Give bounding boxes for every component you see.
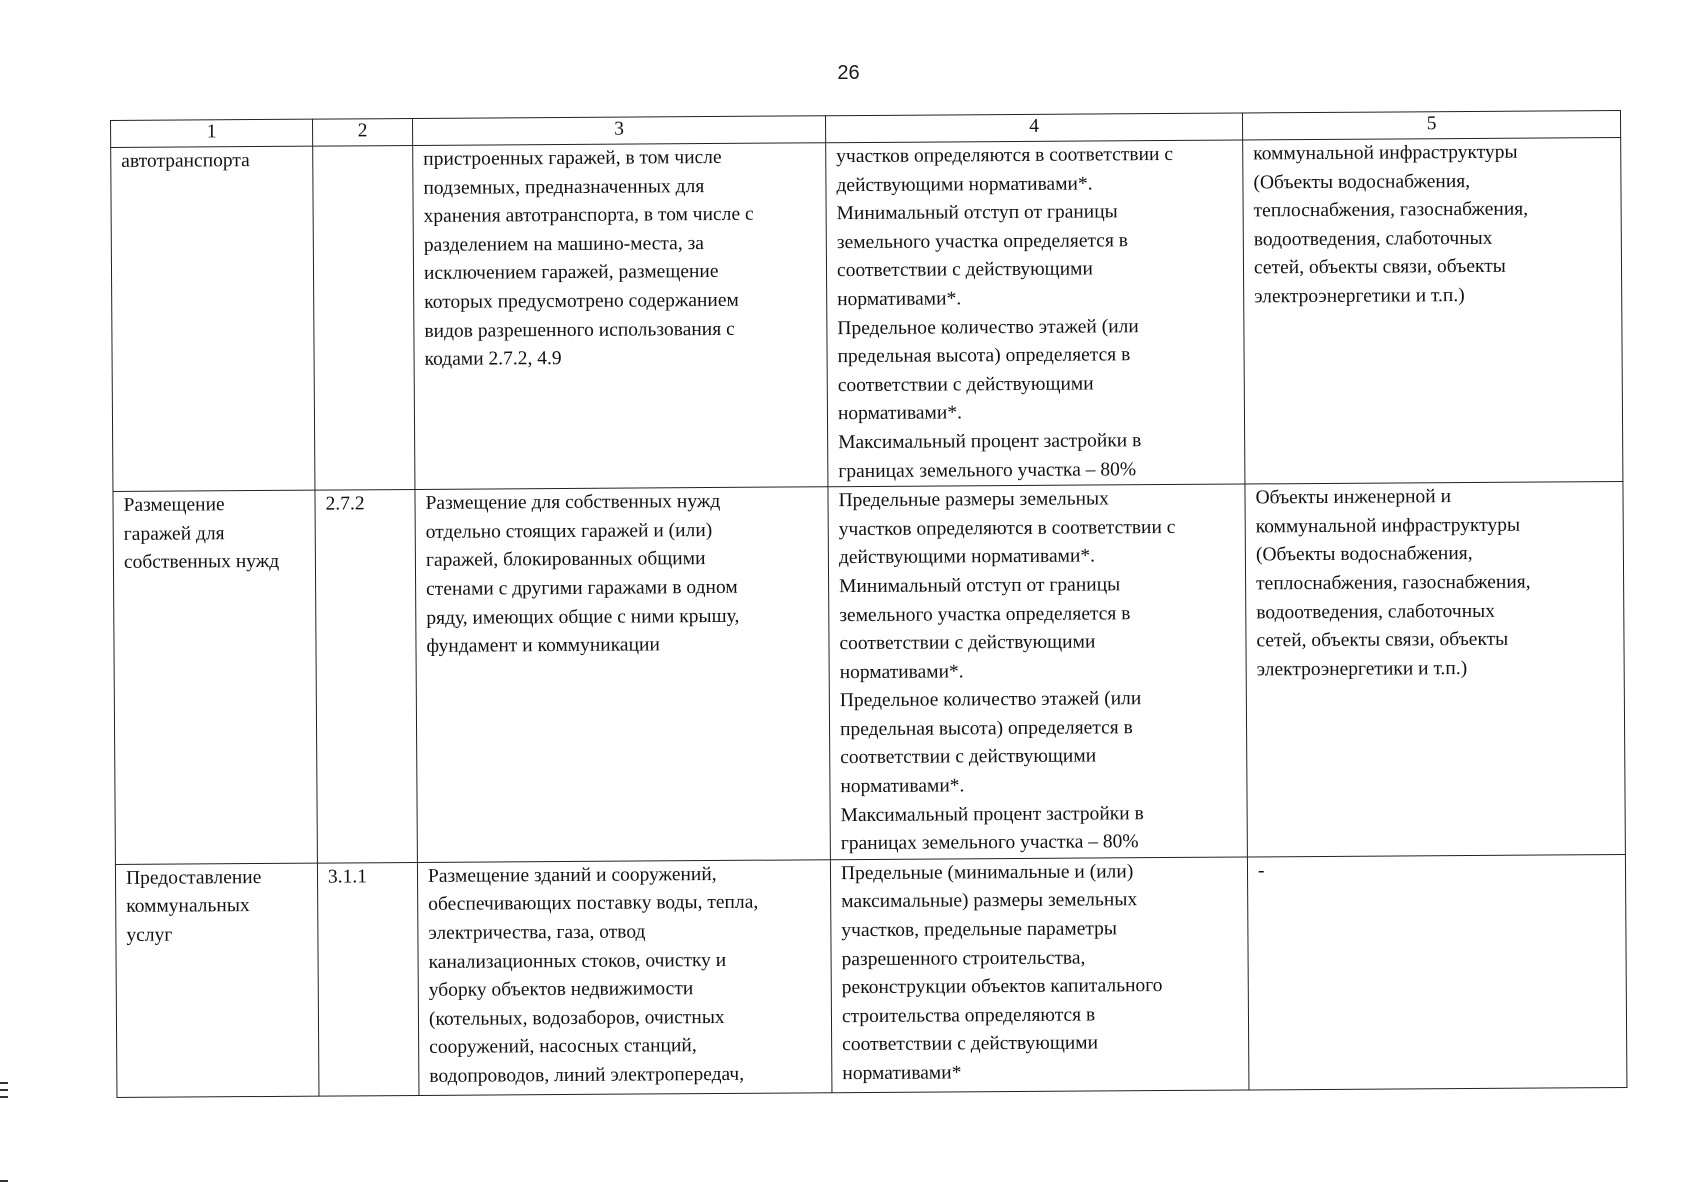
land-use-code <box>323 146 404 147</box>
parameters-cell <box>830 857 1249 1093</box>
land-use-code-cell <box>313 145 415 490</box>
column-header-2: 2 <box>312 118 412 146</box>
land-use-code: 3.1.1 <box>327 866 368 888</box>
scan-edge-mark <box>0 1089 8 1091</box>
column-header-5: 5 <box>1242 110 1620 140</box>
parameters-cell <box>826 140 1245 487</box>
land-use-name: Предоставление коммунальных услуг <box>125 866 262 946</box>
auxiliary-text: - <box>1257 860 1265 882</box>
page-number: 26 <box>837 62 860 84</box>
auxiliary-cell <box>1245 482 1625 857</box>
land-use-code-cell <box>315 490 417 863</box>
scan-edge-mark <box>0 1096 8 1098</box>
column-header-4: 4 <box>825 113 1242 143</box>
parameters-cell <box>828 484 1247 859</box>
parameters-text: Предельные (минимальные и (или) максимальные) размеры земельных участков, предельные параметры разрешенного строительства, реконструкции объектов капитального строительства определяются в соответствии с действующими нормативами* <box>840 861 1163 1085</box>
column-header-1: 1 <box>111 119 313 147</box>
auxiliary-cell <box>1243 137 1623 484</box>
land-use-name-cell <box>113 490 317 864</box>
land-use-name: автотранспорта <box>121 150 250 172</box>
auxiliary-text: Объекты инженерной и коммунальной инфраструктуры (Объекты водоснабжения, теплоснабжения, газоснабжения, водоотведения, слаботочных сетей, объекты связи, объекты электроэнергетики и т.п.) <box>1255 486 1531 681</box>
land-use-name-cell <box>111 146 315 491</box>
auxiliary-cell <box>1247 854 1627 1090</box>
land-use-description-cell <box>413 143 828 490</box>
land-use-description: пристроенных гаражей, в том числе подземных, предназначенных для хранения автотранспорта, в том числе с разделением на машино-места, за исключением гаражей, размещение которых предусмотрено содержанием видов разрешенного использования с кодами 2.7.2, 4.9 <box>423 146 754 371</box>
table-row <box>111 137 1623 491</box>
land-use-description-cell <box>415 487 830 862</box>
table-row <box>113 482 1625 865</box>
land-use-table <box>110 110 1627 1098</box>
table-row <box>115 854 1627 1097</box>
land-use-code: 2.7.2 <box>325 493 365 515</box>
land-use-name-cell <box>115 863 319 1097</box>
land-use-description: Размещение для собственных нужд отдельно стоящих гаражей и (или) гаражей, блокированных общими стенами с другими гаражами в одном ряду, имеющих общие с ними крышу, фундамент и коммуникации <box>425 491 740 658</box>
land-use-description: Размещение зданий и сооружений, обеспечивающих поставку воды, тепла, электричества, газа, отвод канализационных стоков, очистку и уборку объектов недвижимости (котельных, водозаборов, очистных сооружений, насосных станций, водопроводов, линий электропередач, <box>427 863 759 1087</box>
parameters-text: участков определяются в соответствии с действующими нормативами*. Минимальный отступ от границы земельного участка определяется в соответствии с действующими нормативами*. Предельное количество этажей (или предельная высота) определяется в соответствии с действующими нормативами*. Максимальный процент застройки в границах земельного участка – 80% <box>836 143 1174 482</box>
column-header-3: 3 <box>412 116 825 146</box>
auxiliary-text: коммунальной инфраструктуры (Объекты водоснабжения, теплоснабжения, газоснабжения, водоотведения, слаботочных сетей, объекты связи, объекты электроэнергетики и т.п.) <box>1253 141 1529 308</box>
scan-edge-mark <box>0 1082 8 1084</box>
land-use-description-cell <box>417 860 832 1096</box>
scan-edge-marks <box>0 1082 8 1103</box>
parameters-text: Предельные размеры земельных участков определяются в соответствии с действующими нормативами*. Минимальный отступ от границы земельного участка определяется в соответствии с действующими нормативами*. Предельное количество этажей (или предельная высота) определяется в соответствии с действующими нормативами*. Максимальный процент застройки в границах земельного участка – 80% <box>838 488 1176 855</box>
scan-edge-mark <box>0 1180 8 1182</box>
land-use-code-cell <box>317 862 419 1096</box>
land-use-name: Размещение гаражей для собственных нужд <box>123 494 280 574</box>
